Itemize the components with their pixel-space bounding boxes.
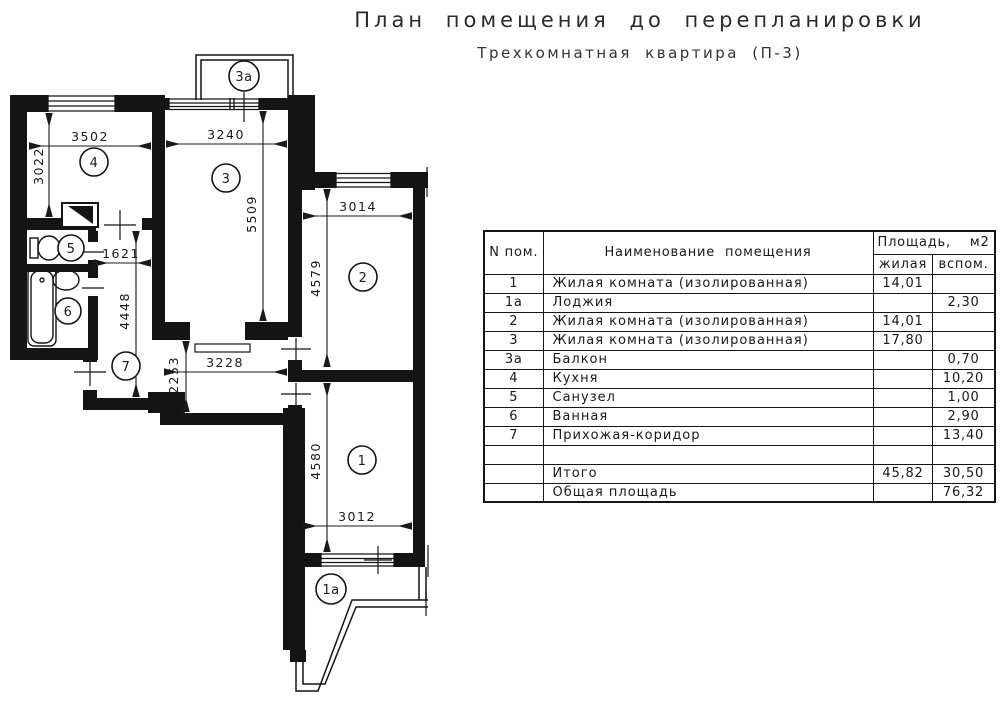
cell-aux: 2,30 [933, 293, 995, 312]
cell-living: 14,01 [873, 312, 933, 331]
dim-room3-width: 3240 [207, 127, 245, 142]
cell-num: 1 [484, 274, 543, 293]
table-row [484, 426, 995, 445]
page-subtitle: Трехкомнатная квартира (П-3) [477, 44, 803, 62]
window-room2 [336, 172, 391, 188]
dim-room3-height: 5509 [244, 195, 259, 233]
room-label-1a [316, 574, 346, 604]
cell-num: 4 [484, 369, 543, 388]
cell-living: 17,80 [873, 331, 933, 350]
dim-kitchen-width: 3502 [71, 129, 109, 144]
room-label-1 [348, 446, 376, 474]
window-room3 [169, 98, 259, 110]
dim-hall-width: 1621 [102, 246, 140, 261]
cell-num: 2 [484, 312, 543, 331]
cell-living: 14,01 [873, 274, 933, 293]
wall-balcony1-foot [290, 650, 306, 662]
dim-room1-width: 3012 [338, 509, 376, 524]
cell-num: 5 [484, 388, 543, 407]
area-table [483, 230, 996, 503]
cell-living [873, 388, 933, 407]
wall-hall-step [148, 392, 185, 413]
room-label-7 [112, 352, 140, 380]
svg-text:7: 7 [121, 360, 131, 375]
dim-hall2-height: 2253 [166, 356, 181, 394]
cell-living [873, 483, 933, 502]
wall-bath-bottom [10, 348, 98, 360]
header-name: Наименование помещения [543, 231, 873, 274]
wall-left-outer [10, 95, 27, 360]
wall-kitchen-room3 [152, 95, 165, 340]
cell-aux: 13,40 [933, 426, 995, 445]
table-row-empty [484, 445, 995, 464]
table-row [484, 293, 995, 312]
cell-name: Общая площадь [543, 483, 873, 502]
cell-name: Лоджия [543, 293, 873, 312]
dim-hall2-width: 3228 [206, 355, 244, 370]
cell-num [484, 483, 543, 502]
cell-aux [933, 445, 995, 464]
dim-kitchen-height: 3022 [31, 147, 46, 185]
cell-name: Ванная [543, 407, 873, 426]
table-row [484, 331, 995, 350]
cell-living [873, 407, 933, 426]
svg-text:5: 5 [66, 242, 76, 257]
cell-living [873, 426, 933, 445]
cell-aux: 30,50 [933, 464, 995, 483]
door-gap-kitchen [96, 217, 142, 231]
svg-text:4: 4 [89, 156, 99, 171]
door-mark-balcony1 [364, 546, 392, 574]
cell-aux [933, 274, 995, 293]
table-row [484, 274, 995, 293]
toilet-fixture [30, 236, 60, 260]
floor-plan [0, 40, 470, 709]
cell-num: 3а [484, 350, 543, 369]
cell-living [873, 369, 933, 388]
cell-aux: 0,70 [933, 350, 995, 369]
cell-aux [933, 312, 995, 331]
header-aux: вспом. [933, 254, 995, 274]
room-label-6 [55, 298, 81, 324]
header-living: жилая [873, 254, 933, 274]
cell-num [484, 445, 543, 464]
cell-num: 6 [484, 407, 543, 426]
table-header-row-1 [484, 231, 995, 254]
wall-rooms21-partition [302, 370, 413, 382]
cell-name: Кухня [543, 369, 873, 388]
cell-num: 1а [484, 293, 543, 312]
svg-text:1а: 1а [322, 583, 340, 598]
door-gap-room3 [190, 321, 245, 341]
wall-balcony1-left [283, 408, 305, 650]
table-row-grand-total [484, 483, 995, 502]
wall-hall-bottom-right [160, 413, 305, 425]
cell-name: Жилая комната (изолированная) [543, 274, 873, 293]
svg-text:1: 1 [357, 454, 367, 469]
cell-name: Итого [543, 464, 873, 483]
header-area: Площадь, м2 [873, 231, 995, 254]
door-gap-wc [88, 242, 98, 260]
page-title: План помещения до перепланировки [354, 8, 926, 32]
window-kitchen [48, 95, 115, 112]
svg-text:3: 3 [221, 172, 231, 187]
door-leaf-room3 [195, 344, 250, 352]
bathtub-fixture [28, 268, 56, 346]
header-num: N пом. [484, 231, 543, 274]
door-mark-kitchen [104, 210, 136, 240]
svg-text:3а: 3а [235, 70, 253, 85]
cell-name: Санузел [543, 388, 873, 407]
svg-text:2: 2 [358, 271, 368, 286]
cell-name: Жилая комната (изолированная) [543, 312, 873, 331]
table-row [484, 407, 995, 426]
room-label-5 [58, 235, 84, 261]
cell-name: Балкон [543, 350, 873, 369]
cell-aux: 2,90 [933, 407, 995, 426]
cell-num [484, 464, 543, 483]
room-label-4 [80, 148, 108, 176]
wall-right-outer [413, 172, 425, 567]
cell-living [873, 350, 933, 369]
cell-aux: 76,32 [933, 483, 995, 502]
room-label-2 [349, 263, 377, 291]
door-mark-entrance [74, 360, 106, 386]
cell-num: 3 [484, 331, 543, 350]
room-label-3 [212, 164, 240, 192]
kitchen-vent [62, 203, 98, 227]
door-mark-room2 [281, 338, 311, 360]
door-mark-room1 [281, 383, 311, 405]
cell-living [873, 293, 933, 312]
cell-aux: 1,00 [933, 388, 995, 407]
cell-aux [933, 331, 995, 350]
dim-hall-height: 4448 [117, 292, 132, 330]
table-row [484, 312, 995, 331]
cell-name [543, 445, 873, 464]
dim-room1-height: 4580 [308, 442, 323, 480]
cell-name: Жилая комната (изолированная) [543, 331, 873, 350]
room-label-3a [229, 61, 259, 91]
cell-aux: 10,20 [933, 369, 995, 388]
cell-name: Прихожая-коридор [543, 426, 873, 445]
table-row [484, 350, 995, 369]
wall-rooms21-left [288, 110, 302, 408]
door-gap-bath [88, 278, 98, 296]
dim-room2-width: 3014 [339, 199, 377, 214]
cell-num: 7 [484, 426, 543, 445]
table-row [484, 369, 995, 388]
table-row [484, 388, 995, 407]
cell-living [873, 445, 933, 464]
svg-text:6: 6 [63, 305, 73, 320]
table-row-total [484, 464, 995, 483]
dim-room2-height: 4579 [308, 259, 323, 297]
cell-living: 45,82 [873, 464, 933, 483]
